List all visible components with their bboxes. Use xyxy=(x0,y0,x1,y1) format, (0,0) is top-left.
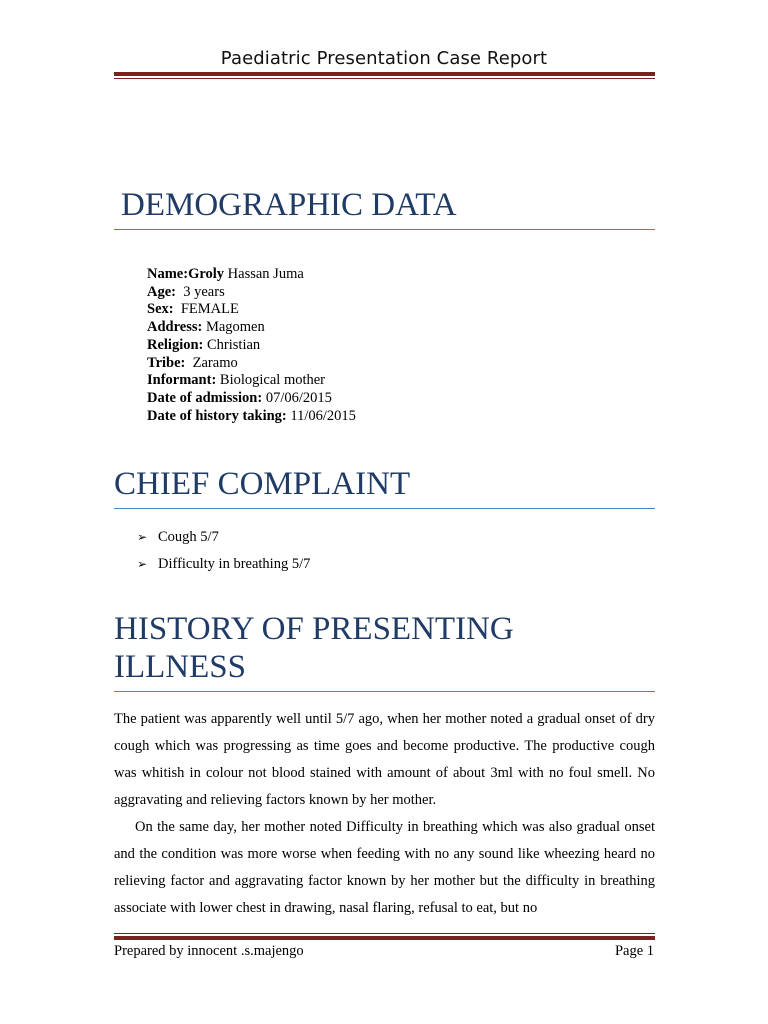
demo-row-age xyxy=(147,284,356,302)
header-rule-thin xyxy=(114,78,655,79)
hpi-paragraph-1: The patient was apparently well until 5/7 ago, when her mother noted a gradual onset of dry cough which was progressing as time goes and become productive. The productive cough was whitish in colour not blood stained with amount of about 3ml with no foul smell. No aggravating and relieving factors known by her mother. xyxy=(114,711,655,808)
list-item xyxy=(137,527,310,554)
demographic-heading: DEMOGRAPHIC DATA xyxy=(121,187,457,223)
footer-rule-thin xyxy=(114,933,655,934)
demo-row-informant xyxy=(147,372,356,390)
footer-prepared-by: Prepared by innocent .s.majengo xyxy=(114,943,304,959)
demo-row-history-date xyxy=(147,408,356,426)
list-item-text: Cough 5/7 xyxy=(158,529,219,545)
demo-row-admission-date xyxy=(147,390,356,408)
hpi-heading-line1: HISTORY OF PRESENTING xyxy=(114,611,514,647)
demo-value: 3 years xyxy=(176,283,225,300)
demo-value: Magomen xyxy=(202,319,265,336)
demo-value: 11/06/2015 xyxy=(286,407,356,424)
demo-label: Date of history taking: xyxy=(147,407,287,424)
demo-label: Tribe: xyxy=(147,354,186,371)
arrow-bullet-icon: ➢ xyxy=(137,557,148,571)
demo-label: Sex: xyxy=(147,301,174,318)
header-rule-thick xyxy=(114,72,655,76)
demo-value: FEMALE xyxy=(173,301,239,318)
demo-label: Address: xyxy=(147,319,203,336)
hpi-heading-line2: ILLNESS xyxy=(114,649,246,685)
chief-complaint-list xyxy=(137,527,310,581)
demo-label: Date of admission: xyxy=(147,389,263,406)
footer-rule-thick xyxy=(114,936,655,940)
demo-value: Christian xyxy=(203,336,261,353)
demo-row-sex xyxy=(147,301,356,319)
demo-value: 07/06/2015 xyxy=(262,389,332,406)
chief-complaint-heading: CHIEF COMPLAINT xyxy=(114,466,411,502)
demo-value: Hassan Juma xyxy=(224,266,304,282)
demo-row-address xyxy=(147,319,356,337)
demo-label: Religion: xyxy=(147,336,204,353)
demo-label: Name:Groly xyxy=(147,266,225,282)
list-item-text: Difficulty in breathing 5/7 xyxy=(158,556,311,572)
header-title: Paediatric Presentation Case Report xyxy=(220,48,548,69)
demo-value: Zaramo xyxy=(185,354,238,371)
demographic-heading-rule xyxy=(114,229,655,230)
demo-value: Biological mother xyxy=(216,372,326,389)
arrow-bullet-icon: ➢ xyxy=(137,530,148,544)
list-item xyxy=(137,554,310,581)
chief-complaint-heading-rule xyxy=(114,508,655,509)
demographic-list xyxy=(147,266,356,425)
demo-row-tribe xyxy=(147,355,356,373)
hpi-paragraph-2: On the same day, her mother noted Difficulty in breathing which was also gradual onset and the condition was more worse when feeding with no any sound like wheezing heard no relieving factor and aggravating factor known by her mother but the difficulty in breathing associate with lower chest in drawing, nasal flaring, refusal to eat, but no xyxy=(114,819,655,916)
hpi-heading-rule xyxy=(114,691,655,692)
demo-row-name xyxy=(147,266,356,284)
demo-row-religion xyxy=(147,337,356,355)
footer-page-number: Page 1 xyxy=(614,943,654,959)
demo-label: Informant: xyxy=(147,372,217,389)
demo-label: Age: xyxy=(147,283,176,300)
